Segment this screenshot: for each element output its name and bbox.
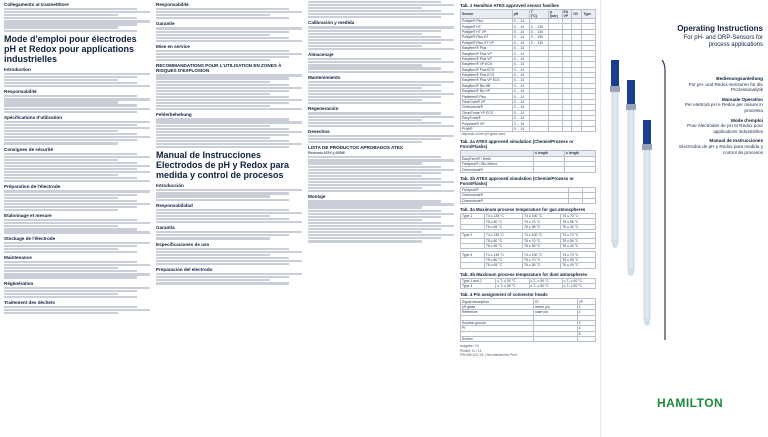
table-cell: Reference	[461, 310, 534, 315]
table-cell: Schirm	[461, 337, 534, 342]
table-row	[461, 263, 596, 268]
table-cell	[533, 337, 577, 342]
simulation-table-a	[460, 150, 596, 173]
section-heading: Desechos	[308, 128, 330, 134]
table-cell: 3	[577, 320, 595, 325]
table-cell: 0 ... 14	[512, 51, 529, 56]
table-cell: 4	[577, 326, 595, 331]
table-cell: 8	[577, 331, 595, 336]
section-heading: Mantenimiento	[308, 74, 341, 80]
section-heading: Spécifications d'utilisation	[4, 114, 63, 120]
table-cell: Easyferm® Plus VP	[461, 51, 513, 56]
table-cell: T6 ≤ 65 °C	[484, 243, 522, 248]
table-cell: T4 ≤ 100 °C	[523, 214, 561, 219]
table-cell: 0 ... 14	[512, 105, 529, 110]
table-cell: T4 ≤ 100 °C	[523, 252, 561, 257]
table-row	[461, 198, 596, 203]
table-cell: Signal description	[461, 299, 534, 304]
table-cell: EasyTrode®	[461, 116, 513, 121]
table-row	[461, 337, 596, 342]
cover-panel	[600, 0, 768, 437]
table-cell	[562, 126, 572, 131]
table-cell	[577, 337, 595, 342]
cover-subtitle-it: Per elettrodi pH e Redox per misure in processo	[684, 102, 763, 113]
table-cell: T5 ≤ 55 °C	[561, 257, 596, 262]
doc-column-tables	[460, 0, 596, 437]
table-cell: center pin	[533, 304, 577, 309]
table-cell: Polilyte® Plus HT VP	[461, 40, 513, 45]
table-cell: 0 ... 130	[529, 24, 548, 29]
section-heading: Regeneración	[308, 106, 339, 112]
section-heading: Maintenance	[4, 255, 32, 261]
table-cell: Easyferm® VP ECS	[461, 62, 513, 67]
column-header: T [°C]	[529, 10, 548, 19]
table-cell: T4 ≤ 70 °C	[561, 214, 596, 219]
table-cell: Type 3	[461, 252, 485, 257]
table-cell: T4 ≤ 135 °C	[484, 252, 522, 257]
sensor-illustration	[605, 60, 675, 360]
table-cell	[582, 198, 595, 203]
table-cell: T6 ≤ 40 °C	[561, 243, 596, 248]
table-cell: 0 ... 14	[512, 62, 529, 67]
section-heading: Responsabilité	[4, 89, 37, 95]
cover-title-es: Manual de Instrucciones	[709, 138, 763, 144]
table-cell: T6 ≤ 65 °C	[484, 263, 522, 268]
cover-title-en: Operating Instructions	[677, 24, 763, 33]
table-cell: 0 ... 14	[512, 83, 529, 88]
section-heading: Régénération	[4, 280, 34, 286]
table-cell: Polilyte® Plus HT	[461, 35, 513, 40]
table-cell: T6 ≤ 40 °C	[561, 263, 596, 268]
section-heading: Consignes de sécurité	[4, 146, 54, 152]
table-cell: ≤ Tₓ ≤ 90 °C	[529, 278, 562, 283]
table-2a-title: Tab. 2a ATEX approved simulation (Chemie/Prozess or Form/Flasks)	[460, 139, 574, 150]
cover-subtitle-fr: Pour électrodes de pH et Redox pour applications industrielles	[687, 123, 763, 134]
table-cell: ≤ Tₓ ≤ 90 °C	[496, 278, 529, 283]
table-cell: Flexiferm® Plus	[461, 94, 513, 99]
table-row	[461, 243, 596, 248]
cover-title-de: Bedienungsanleitung	[716, 76, 763, 81]
table-cell: 0 ... 14	[512, 72, 529, 77]
table-cell: 0 ... 14	[512, 99, 529, 104]
page-title: Mode d'emploi pour électrodes pH et Redox pour applications industrielles	[4, 33, 137, 64]
table-cell: 0 ... 14	[512, 24, 529, 29]
table-cell: Polyclave® VP	[461, 121, 513, 126]
section-heading: Calibración y medida	[308, 20, 355, 26]
table-cell: T6 ≤ 65 °C	[484, 224, 522, 229]
table-cell	[572, 126, 582, 131]
dust-temp-table	[460, 278, 596, 290]
table-cell: 0 ... 14	[512, 67, 529, 72]
table-cell: T5 ≤ 70 °C	[523, 219, 561, 224]
hamilton-logo: HAMILTON	[657, 396, 724, 410]
table-cell: ≤ Tₓ ≤ 90 °C	[562, 283, 595, 288]
table-cell: T5 ≤ 80 °C	[484, 219, 522, 224]
table-cell: 1	[577, 304, 595, 309]
table-cell: 0 ... 14	[512, 40, 529, 45]
table-cell: Pt	[461, 326, 534, 331]
section-heading: Garantía	[156, 225, 175, 231]
section-heading: Garantie	[156, 21, 175, 27]
table-cell: 0 ... 14	[512, 94, 529, 99]
body-text	[4, 8, 150, 32]
table-cell: 0 ... 14	[512, 121, 529, 126]
table-cell: 0 ... 14	[512, 29, 529, 34]
table-cell	[529, 126, 548, 131]
section-heading: Responsabilidad	[156, 202, 193, 208]
table-cell: 0 ... 14	[512, 110, 529, 115]
table-cell: 2	[577, 310, 595, 315]
table-cell: 0 ... 14	[512, 35, 529, 40]
table-cell	[534, 167, 565, 172]
sensor-1-illustration	[610, 60, 620, 248]
gas-temp-table-1	[460, 213, 596, 230]
table-cell: T5 ≤ 55 °C	[561, 219, 596, 224]
table-cell: ≤ Tₓ ≤ 90 °C	[562, 278, 595, 283]
pin-assignment-table	[460, 298, 596, 342]
atex-sensor-table	[460, 9, 596, 132]
table-cell: 0 ... 130	[529, 29, 548, 34]
table-1-footnote: ¹ depends on the pH glass used	[460, 132, 506, 137]
section-heading: Almacenaje	[308, 52, 334, 58]
table-cell	[565, 167, 596, 172]
table-cell: S7	[533, 299, 577, 304]
table-1-title: Tab. 1 Hamilton ATEX approved sensor families	[460, 3, 559, 8]
table-cell: 0 ... 14	[512, 126, 529, 131]
section-heading: Introduction	[4, 66, 31, 72]
column-header: Type	[582, 10, 596, 19]
table-cell	[569, 198, 582, 203]
table-cell	[582, 126, 596, 131]
table-cell: 0 ... 130	[529, 35, 548, 40]
table-row	[461, 126, 596, 131]
table-cell: Chemotrode®	[461, 193, 569, 198]
table-cell	[461, 224, 485, 229]
table-4-title: Tab. 4 Pin assignment of connector heads	[460, 292, 548, 298]
section-heading: Collegamento al trasmettitore	[4, 2, 69, 7]
column-header: ≤ length	[534, 151, 565, 156]
page-title-es: Manual de Instrucciones Electrodos de pH y Redox para medida y control de procesos	[156, 150, 290, 181]
table-cell: FlexiCrum® VP	[461, 99, 513, 104]
table-cell: CleanTrode VP ECS	[461, 110, 513, 115]
sensor-3-illustration	[642, 120, 652, 326]
table-cell: Type 1 and 2	[461, 278, 496, 283]
column-header: p [bar]	[549, 10, 562, 19]
column-header: pH	[512, 10, 529, 19]
section-heading: Montaje	[308, 194, 326, 200]
section-heading: Mise en service	[156, 43, 190, 49]
table-row	[461, 283, 596, 288]
section-heading: Especificaciones de uso	[156, 241, 210, 247]
section-heading: Preparación del electrodo	[156, 267, 213, 273]
table-cell: pH glass	[461, 304, 534, 309]
table-row	[461, 167, 596, 172]
gas-temp-table-3	[460, 251, 596, 268]
table-cell	[461, 243, 485, 248]
cover-title-it: Manuale Operativo	[721, 96, 763, 102]
table-cell: Type 1	[461, 214, 485, 219]
table-cell: 0 ... 14	[512, 19, 529, 24]
table-cell: Easyferm® Bio VP	[461, 89, 513, 94]
section-heading: Fehlerbehebung	[156, 112, 192, 118]
cable-illustration	[614, 60, 665, 340]
table-cell: EasyFerm® / Hertz	[461, 156, 534, 161]
table-cell: outer pin	[533, 310, 577, 315]
table-2b-title: Tab. 2b ATEX approved simulation (Chemie/Prozess or Form/Flasks)	[460, 175, 574, 186]
table-cell: Chemotrode®	[461, 105, 513, 110]
table-cell: T4 ≤ 100 °C	[523, 233, 561, 238]
atex-heading: LISTA DE PRODUCTOS APROBADOS ATEX	[308, 145, 403, 151]
table-cell: 0 ... 14	[512, 56, 529, 61]
cover-title-fr: Mode d'emploi	[731, 117, 763, 123]
table-cell	[549, 126, 562, 131]
section-heading: Etalonnage et mesure	[4, 213, 52, 219]
table-cell: 0 ... 14	[512, 45, 529, 50]
section-heading: Préparation de l'électrode	[4, 184, 61, 190]
table-cell: 0 ... 130	[529, 40, 548, 45]
atex-subtitle: Electrodo ATEX y-SERIE	[308, 151, 346, 156]
recommendations-heading: RECOMMANDATIONS POUR L'UTILISATION EN ZONES À RISQUES D'EXPLOSION	[156, 63, 282, 74]
cover-subtitle-de: Für pH- und Redox-Sensoren für die Prozessanalytik	[688, 81, 763, 93]
section-heading: Responsabilité	[156, 2, 189, 7]
column-header: GV	[572, 10, 582, 19]
table-cell: T4 ≤ 70 °C	[561, 233, 596, 238]
table-cell	[461, 263, 485, 268]
table-cell: T5 ≤ 80 °C	[484, 257, 522, 262]
table-cell: Easyferm® Plus	[461, 45, 513, 50]
table-cell: T4 ≤ 135 °C	[484, 233, 522, 238]
table-cell: Chemotrode®	[461, 198, 569, 203]
print-footer: Ausgabe / V1 Printed: 11 / 14 P/N 695 115 / 01 • Not intended for Print	[460, 344, 517, 357]
table-cell: Type 2	[461, 233, 485, 238]
table-cell: Polilyte® Plus	[461, 19, 513, 24]
doc-column-1	[4, 0, 150, 437]
table-cell: T5 ≤ 70 °C	[523, 238, 561, 243]
table-cell: 0 ... 14	[512, 116, 529, 121]
table-cell: T4 ≤ 70 °C	[561, 252, 596, 257]
table-cell: Polilyte® HT VP	[461, 29, 513, 34]
table-cell: T5 ≤ 70 °C	[523, 257, 561, 262]
table-cell: T4 ≤ 135 °C	[484, 214, 522, 219]
table-cell: Type 3	[461, 283, 496, 288]
table-cell: Flexiprob® / Bio-Select	[461, 162, 534, 167]
table-cell: Flexiprob®	[461, 187, 569, 192]
table-cell: Chemotrode®	[461, 167, 534, 172]
sensor-2-illustration	[626, 80, 636, 276]
table-cell: 0 ... 14	[512, 89, 529, 94]
table-cell: T5 ≤ 55 °C	[561, 238, 596, 243]
table-3b-title: Tab. 3b Maximum process temperature for dust atmospheres	[460, 271, 588, 277]
column-header: ≤ length	[565, 151, 596, 156]
table-cell: Easyferm® Bio HB	[461, 83, 513, 88]
section-heading: Traitement des déchets	[4, 300, 56, 306]
table-cell: T6 ≤ 55 °C	[523, 263, 561, 268]
simulation-table-b	[460, 187, 596, 204]
table-3a-title: Tab. 3a Maximum process temperature for gas atmospheres	[460, 207, 586, 213]
cover-subtitle-es: Electrodos de pH y Redox para medida y control de procesos	[679, 143, 763, 155]
doc-column-2	[156, 0, 302, 437]
table-cell: Easyferm® Plus ECS	[461, 67, 513, 72]
table-cell: Easyferm® Plus VP ECS	[461, 78, 513, 83]
section-heading: Stockage de l'électrode	[4, 235, 56, 241]
doc-column-3	[308, 0, 454, 437]
table-cell: 0 ... 14	[512, 78, 529, 83]
cover-subtitle-en: For pH- and ORP-Sensors for process applications	[683, 35, 763, 48]
table-cell: Easyferm® Plus VP	[461, 56, 513, 61]
table-row	[461, 224, 596, 229]
table-cell: Solution ground	[461, 320, 534, 325]
column-header: Sensor	[461, 10, 513, 19]
table-cell: PHW®	[461, 126, 513, 131]
column-header: EA VP	[562, 10, 572, 19]
section-heading: Introducción	[156, 183, 184, 189]
table-cell: T6 ≤ 55 °C	[523, 224, 561, 229]
table-cell: VP	[577, 299, 595, 304]
table-cell: Easyferm® Plus ECS	[461, 72, 513, 77]
gas-temp-table-2	[460, 232, 596, 249]
table-cell: ≤ Tₓ ≤ 90 °C	[496, 283, 529, 288]
table-cell: T6 ≤ 55 °C	[523, 243, 561, 248]
table-cell: T5 ≤ 80 °C	[484, 238, 522, 243]
table-cell: T6 ≤ 40 °C	[561, 224, 596, 229]
table-cell: Polilyte® HT	[461, 24, 513, 29]
table-cell: ≤ Tₓ ≤ 90 °C	[529, 283, 562, 288]
